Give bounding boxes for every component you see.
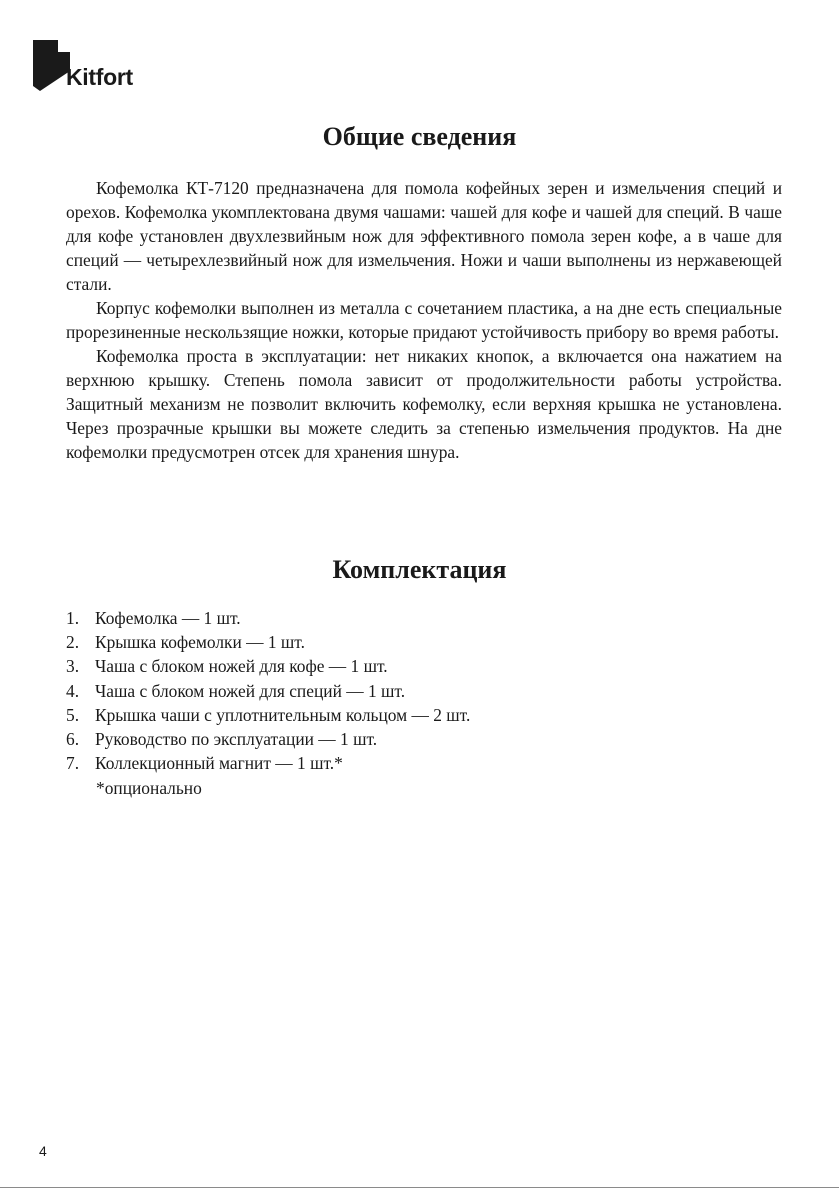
list-number: 7. (66, 753, 80, 774)
paragraph: Кофемолка КТ-7120 предназначена для помола кофейных зерен и измельчения специй и орехов. Кофемолка укомплектована двумя чашами: чашей для кофе и чашей для специй. В чаше для кофе установлен двухлезвийным нож для эффективного помола зерен кофе, а в чаше для специй — четырехлезвийный нож для измельчения. Ножи и чаши выполнены из нержавеющей стали. (66, 178, 782, 294)
general-info-title: Общие сведения (322, 122, 517, 151)
kit-list (66, 606, 766, 775)
list-text: Руководство по эксплуатации — 1 шт. (95, 729, 378, 750)
list-number: 2. (66, 632, 80, 653)
list-number: 6. (66, 729, 80, 750)
list-text: Кофемолка — 1 шт. (95, 608, 241, 628)
paragraph: Корпус кофемолки выполнен из металла с сочетанием пластика, а на дне есть специальные прорезиненные нескользящие ножки, которые придают устойчивость прибору во время работы. (66, 298, 782, 342)
list-number: 5. (66, 704, 80, 725)
list-item (66, 727, 766, 751)
list-item (66, 630, 766, 654)
logo-text: Kitfort (66, 64, 133, 90)
page-number: 4 (39, 1143, 47, 1159)
list-number: 1. (66, 608, 80, 628)
list-item (66, 751, 766, 775)
list-number: 3. (66, 656, 80, 677)
general-info-body (66, 176, 782, 464)
list-item (66, 606, 766, 630)
list-text: Крышка кофемолки — 1 шт. (95, 632, 305, 653)
kit-title: Комплектация (332, 555, 507, 584)
list-text: Чаша с блоком ножей для специй — 1 шт. (95, 680, 406, 701)
kitfort-logo (33, 40, 153, 95)
bottom-rule (0, 1187, 839, 1188)
list-item (66, 703, 766, 727)
paragraph: Кофемолка проста в эксплуатации: нет никаких кнопок, а включается она нажатием на верхнюю крышку. Степень помола зависит от продолжительности работы устройства. Защитный механизм не позволит включить кофемолку, если верхняя крышка не установлена. Через прозрачные крышки вы можете следить за степенью измельчения продуктов. На дне кофемолки предусмотрен отсек для хранения шнура. (66, 346, 782, 462)
list-number: 4. (66, 680, 80, 701)
optional-note: *опционально (96, 778, 202, 798)
list-item (66, 679, 766, 703)
list-text: Коллекционный магнит — 1 шт.* (95, 753, 343, 774)
list-text: Крышка чаши с уплотнительным кольцом — 2 шт. (95, 704, 471, 725)
list-item (66, 654, 766, 678)
list-text: Чаша с блоком ножей для кофе — 1 шт. (95, 656, 388, 677)
